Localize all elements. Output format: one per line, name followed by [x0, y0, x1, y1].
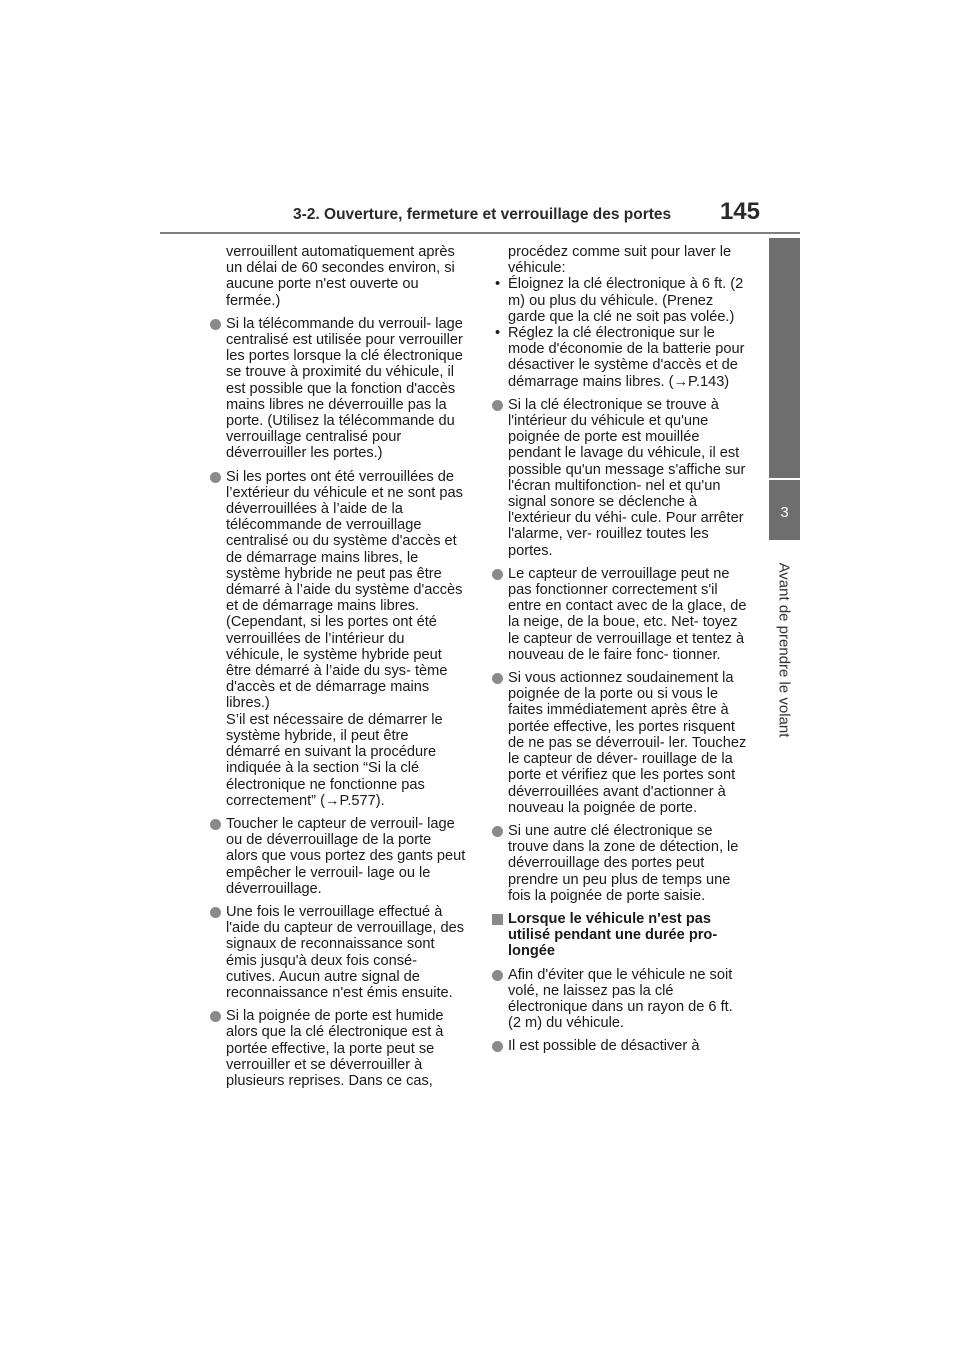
bullet-dot-icon: [210, 819, 221, 830]
heading-text: Lorsque le véhicule n'est pas utilisé pendant une durée pro- longée: [508, 910, 718, 960]
bullet-text: Si une autre clé électronique se trouve dans la zone de détection, le déverrouillage des portes peut prendre un peu plus de temps une fois la poignée de porte saisie.: [508, 822, 739, 904]
sub-bullet-icon: •: [495, 325, 501, 342]
bullet-item: [210, 316, 466, 462]
continuation-text: [492, 244, 748, 276]
sub-item: [492, 325, 748, 390]
chapter-title: Avant de prendre le volant: [775, 562, 793, 738]
bullet-dot-icon: [492, 569, 503, 580]
bullet-text: Si la poignée de porte est humide alors que la clé électronique est à portée effective, la porte peut se verrouiller et se déverrouiller à plusieurs reprises. Dans ce cas,: [226, 1008, 444, 1089]
bullet-text-extra: S’il est nécessaire de démarrer le système hybride, il peut être démarré en suivant la procédure indiquée à la section “Si la clé électronique ne fonctionne pas correctement” (→P.577).: [226, 711, 443, 809]
bullet-text: Si la clé électronique se trouve à l'intérieur du véhicule et qu'une poignée de porte est mouillée pendant le lavage du véhicule, il est possible qu'un message s'affiche sur l'écran multifonction- nel et qu'un signal sonore se déclenche à l'extérieur du véhi- cule. Pour arrêter l'alarme, ver- rouillez toutes les portes.: [508, 396, 746, 559]
bullet-dot-icon: [492, 400, 503, 411]
bullet-item: [210, 469, 466, 809]
sub-text: Réglez la clé électronique sur le mode d'économie de la batterie pour désactiver le système d'accès et de démarrage mains libres. (→P.143): [508, 325, 745, 390]
bullet-text: Il est possible de désactiver à: [508, 1038, 700, 1055]
bullet-item: [492, 1038, 748, 1054]
chapter-number: 3: [780, 504, 789, 521]
page-header: [160, 196, 800, 234]
sub-item: [492, 276, 748, 325]
bullet-text: Une fois le verrouillage effectué à l'aide du capteur de verrouillage, des signaux de reconnaissance sont émis jusqu'à deux fois consé- cutives. Aucun autre signal de reconnaissance n'est émis ensuite.: [226, 903, 465, 1001]
left-column: [210, 244, 466, 1096]
sub-bullet-icon: •: [495, 276, 501, 293]
bullet-item: [210, 1008, 466, 1089]
bullet-item: [492, 397, 748, 559]
bullet-item: [492, 823, 748, 904]
bullet-dot-icon: [210, 319, 221, 330]
bullet-dot-icon: [492, 673, 503, 684]
bullet-dot-icon: [210, 907, 221, 918]
page-number: 145: [719, 198, 760, 225]
bullet-item: [210, 816, 466, 897]
bullet-item: [492, 670, 748, 816]
right-column: [492, 244, 748, 1062]
continuation-text: [210, 244, 466, 309]
bullet-item: [492, 566, 748, 663]
bullet-dot-icon: [210, 1011, 221, 1022]
bullet-text: Toucher le capteur de verrouil- lage ou de déverrouillage de la porte alors que vous portez des gants peut empêcher le verrouil- lage ou le déverrouillage.: [226, 815, 466, 897]
bullet-dot-icon: [492, 1041, 503, 1052]
chapter-tab: [769, 238, 800, 478]
bullet-text: Le capteur de verrouillage peut ne pas fonctionner correctement s'il entre en contact avec de la glace, de la neige, de la boue, etc. Net- toyez le capteur de verrouillage et tentez à nouveau de le faire fonc- tionner.: [508, 565, 747, 663]
bullet-text: Afin d'éviter que le véhicule ne soit volé, ne laissez pas la clé électronique dans un rayon de 6 ft. (2 m) du véhicule.: [508, 966, 733, 1032]
bullet-text: Si la télécommande du verrouil- lage centralisé est utilisée pour verrouiller les portes lorsque la clé électronique se trouve à proximité du véhicule, il est possible que la fonction d'accès mains libres ne déverrouille pas la porte. (Utilisez la télécommande du verrouillage centralisé pour déverrouiller les portes.): [226, 315, 463, 462]
subsection-heading: [492, 911, 748, 960]
square-bullet-icon: [492, 914, 503, 925]
paragraph: verrouillent automatiquement après un délai de 60 secondes environ, si aucune porte n'est ouverte ou fermée.): [226, 244, 455, 309]
header-rule: [160, 232, 800, 234]
paragraph: procédez comme suit pour laver le véhicule:: [508, 244, 732, 277]
bullet-dot-icon: [210, 472, 221, 483]
bullet-item: [492, 967, 748, 1032]
bullet-text: Si vous actionnez soudainement la poignée de la porte ou si vous le faites immédiatement après être à portée effective, les portes risquent de ne pas se déverrouil- ler. Touchez le capteur de déver- rouillage de la porte et vérifiez que les portes sont déverrouillées avant d'actionner à nouveau la poignée de porte.: [508, 670, 747, 816]
section-title: 3-2. Ouverture, fermeture et verrouillage des portes: [293, 206, 672, 223]
bullet-item: [210, 904, 466, 1001]
sub-text: Éloignez la clé électronique à 6 ft. (2 m) ou plus du véhicule. (Prenez garde que la clé ne soit pas volée.): [508, 276, 744, 325]
bullet-dot-icon: [492, 826, 503, 837]
bullet-dot-icon: [492, 970, 503, 981]
bullet-text: Si les portes ont été verrouillées de l’extérieur du véhicule et ne sont pas déverrouillées à l’aide de la télécommande de verrouillage centralisé ou du système d'accès et de démarrage mains libres, le système hybride ne peut pas être démarré à l’aide du système d'accès et de démarrage mains libres. (Cependant, si les portes ont été verrouillées de l’intérieur du véhicule, le système hybride peut être démarré à l’aide du sys- tème d'accès et de démarrage mains libres.): [226, 468, 463, 712]
